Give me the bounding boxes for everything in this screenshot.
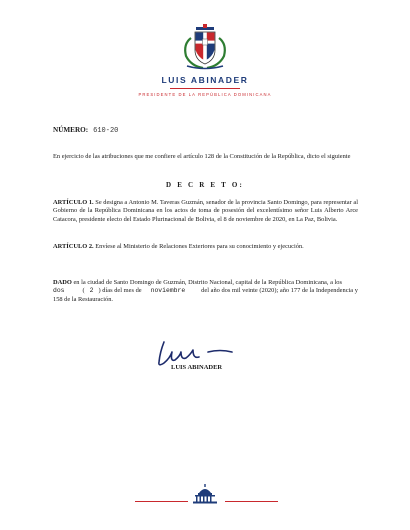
article-1-label: ARTÍCULO 1. — [53, 199, 94, 206]
article-2-text: Envíese al Ministerio de Relaciones Exteriores para su conocimiento y ejecución. — [95, 243, 304, 250]
president-name: LUIS ABINADER — [161, 75, 249, 85]
intro-paragraph: En ejercicio de las atribuciones que me confiere el artículo 128 de la Constitución de la República, dicto el siguiente — [53, 153, 351, 160]
signatory-name: LUIS ABINADER — [171, 364, 223, 371]
decree-number — [53, 126, 118, 135]
decree-number-label: NÚMERO: — [53, 126, 89, 134]
dado-label: DADO — [53, 279, 72, 286]
article-2 — [53, 243, 358, 251]
dado-paragraph: DADO en la ciudad de Santo Domingo de Guzmán, Distrito Nacional, capital de la República Dominicana, a losdos ( 2 ) días del mes de noviembre del año dos mil veinte (2020); año 177 de la Independencia y 158 de la Restauración. — [53, 279, 358, 303]
day-number: 2 — [89, 287, 94, 295]
decree-heading: D E C R E T O: — [166, 181, 244, 189]
footer-rule-right — [225, 501, 278, 502]
dado-text-a: en la ciudad de Santo Domingo de Guzmán, Distrito Nacional, capital de la República Dominicana, a los — [73, 279, 342, 286]
coat-of-arms-icon — [179, 24, 231, 70]
article-1-text: Se designa a Antonio M. Taveras Guzmán, senador de la provincia Santo Domingo, para representar al Gobierno de la República Dominicana en los actos de toma de posesión del excelentísimo señor Luis Alberto Arce Catacora, presidente electo del Estado Plurinacional de Bolivia, el 8 de noviembre de 2020, en La Paz, Bolivia. — [53, 199, 359, 223]
decree-number-value: 610-20 — [93, 127, 119, 135]
palace-dome-icon — [190, 484, 220, 504]
article-2-label: ARTÍCULO 2. — [53, 243, 94, 250]
president-title: PRESIDENTE DE LA REPÚBLICA DOMINICANA — [138, 92, 272, 97]
dado-text-b: días del mes de — [102, 287, 142, 295]
letterhead-rule — [170, 88, 240, 89]
footer-rule-left — [135, 501, 188, 502]
article-1 — [53, 199, 358, 224]
month-name: noviembre — [150, 287, 186, 295]
dado-text-c: del año dos mil veinte (2020); año 177 de la Independencia y 158 de la Restauración. — [53, 287, 358, 303]
day-word: dos — [53, 287, 65, 295]
